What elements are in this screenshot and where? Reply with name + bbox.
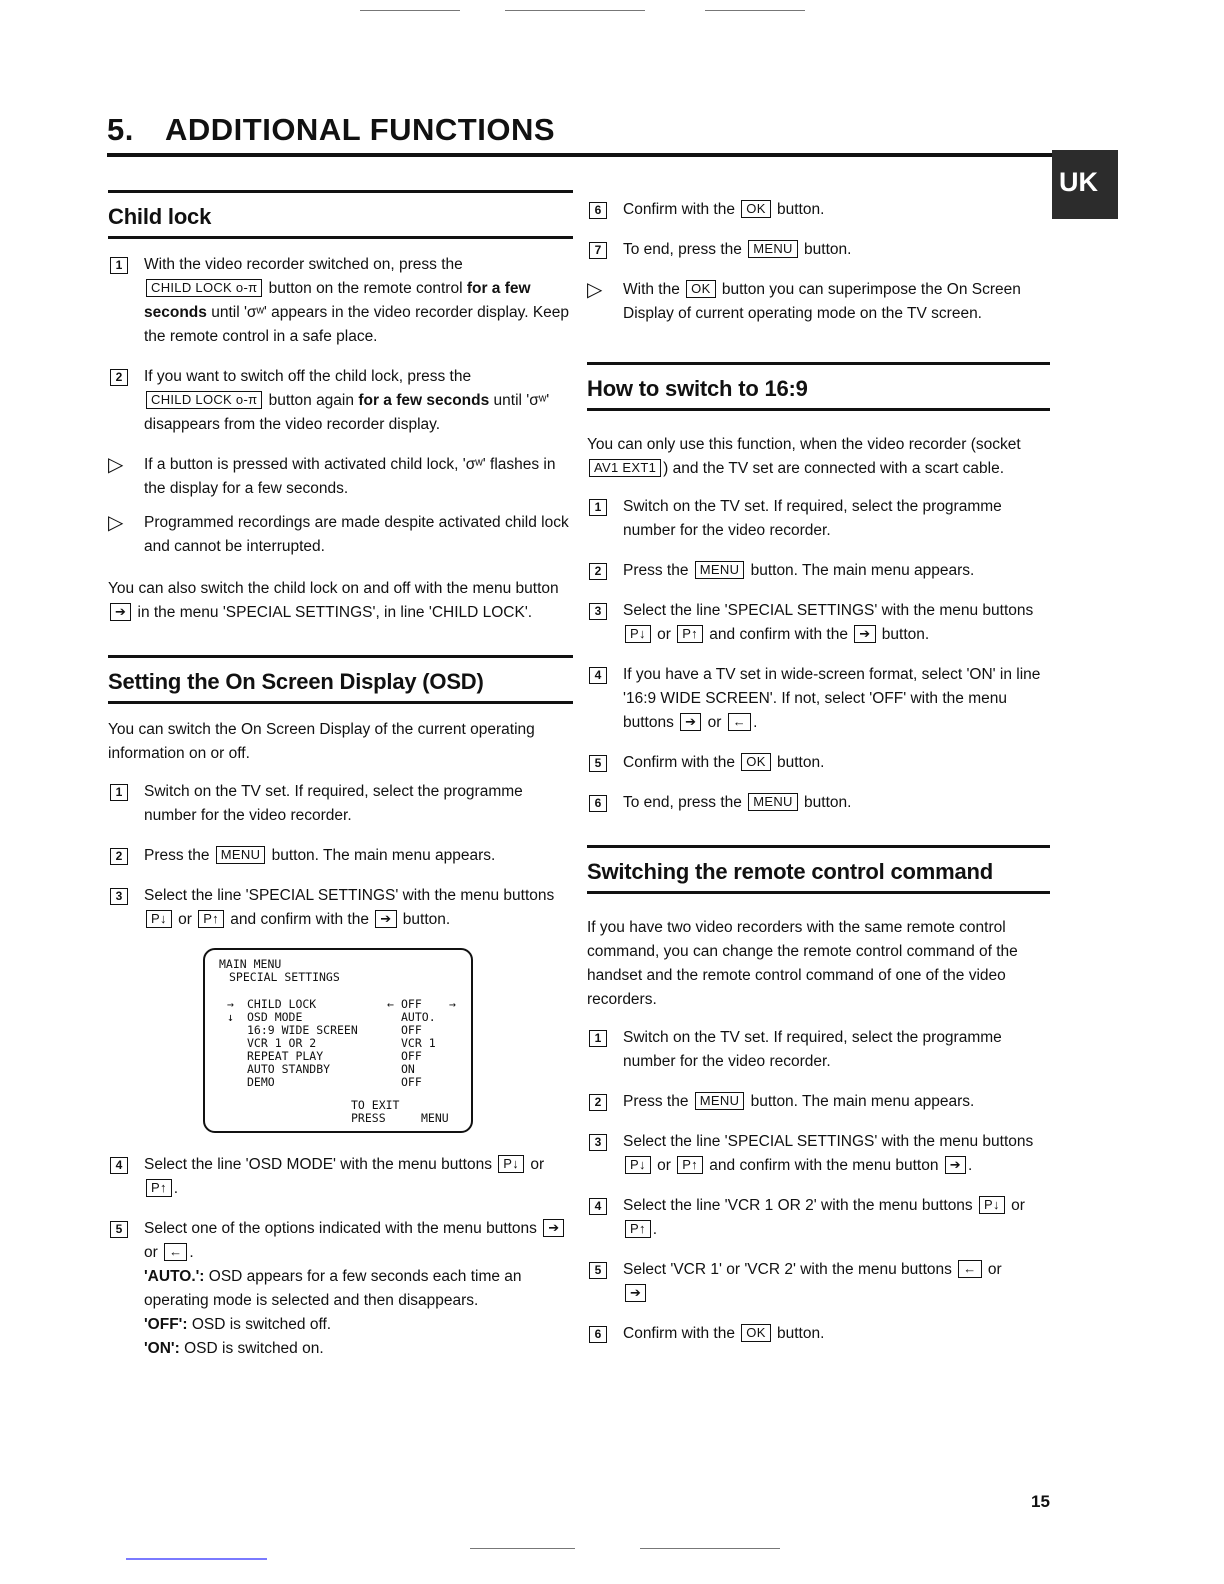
step-number: 4 (110, 1157, 128, 1174)
child-lock-note-1: ▷ If a button is pressed with activated child lock, 'σʷ' flashes in the display for a few seconds. (108, 454, 556, 497)
p-down-key: P↓ (625, 1156, 651, 1174)
menu-key: MENU (748, 240, 797, 258)
remote-intro: If you have two video recorders with the same remote control command, you can change the remote control command of the handset and the remote control command of one of the video recorders. (587, 919, 1018, 1008)
switch-16-9-step-1: 1 Switch on the TV set. If required, select the programme number for the video recorder. (587, 495, 1050, 543)
step-number: 5 (589, 1262, 607, 1279)
step-number: 6 (589, 202, 607, 219)
osd-menu-heading: MAIN MENU (219, 957, 282, 971)
chapter-number: 5. (107, 112, 134, 147)
menu-right-key: ➔ (854, 625, 875, 643)
osd-step-6: 6 Confirm with the OK button. (587, 198, 1050, 222)
menu-key: MENU (695, 561, 744, 579)
section-title-child-lock: Child lock (108, 190, 573, 239)
step-number: 1 (589, 1030, 607, 1047)
menu-right-key: ➔ (110, 603, 131, 621)
section-title-16-9: How to switch to 16:9 (587, 362, 1050, 411)
switch-16-9-step-4: 4 If you have a TV set in wide-screen format, select 'ON' in line '16:9 WIDE SCREEN'. If not, select 'OFF' with the menu buttons ➔ or ← . (587, 663, 1050, 735)
osd-intro: You can switch the On Screen Display of the current operating information on or off. (108, 721, 535, 762)
step-number: 4 (589, 1198, 607, 1215)
step-number: 3 (110, 888, 128, 905)
step-number: 3 (589, 603, 607, 620)
menu-key: MENU (695, 1092, 744, 1110)
osd-step-1: 1 Switch on the TV set. If required, select the programme number for the video recorder. (108, 780, 573, 828)
step-number: 2 (110, 369, 128, 386)
p-up-key: P↑ (677, 1156, 703, 1174)
menu-right-key: ➔ (625, 1284, 646, 1302)
ok-key: OK (741, 1324, 770, 1342)
footer-underline (126, 1558, 267, 1560)
osd-note: ▷ With the OK button you can superimpose the On Screen Display of current operating mode on the TV screen. (587, 279, 1021, 322)
step-number: 7 (589, 242, 607, 259)
title-rule (107, 153, 1060, 157)
p-down-key: P↓ (146, 910, 172, 928)
osd-menu-rows (219, 998, 461, 1089)
chapter-title: ADDITIONAL FUNCTIONS (165, 112, 556, 147)
section-title-osd: Setting the On Screen Display (OSD) (108, 655, 573, 704)
p-down-key: P↓ (498, 1155, 524, 1173)
p-up-key: P↑ (625, 1220, 651, 1238)
ok-key: OK (741, 200, 770, 218)
section-title-remote-command: Switching the remote control command (587, 845, 1050, 894)
switch-16-9-step-2: 2 Press the MENU button. The main menu appears. (587, 559, 1050, 583)
osd-menu-row: VCR 1 OR 2 VCR 1 (247, 1036, 436, 1050)
osd-step-7: 7 To end, press the MENU button. (587, 238, 1050, 262)
menu-right-key: ➔ (375, 910, 396, 928)
switch-16-9-step-5: 5 Confirm with the OK button. (587, 751, 1050, 775)
step-number: 1 (110, 784, 128, 801)
remote-step-3: 3 Select the line 'SPECIAL SETTINGS' with the menu buttons P↓ or P↑ and confirm with the menu button ➔ . (587, 1130, 1050, 1178)
ok-key: OK (686, 280, 715, 298)
step-number: 2 (589, 563, 607, 580)
scan-artifact (505, 10, 645, 11)
osd-step-5: 5 Select one of the options indicated with the menu buttons ➔ or ← . 'AUTO.': OSD appears for a few seconds each time an operating mode is selected and then disappears. 'OFF': OSD is switched off. 'ON': OSD is switched on. (108, 1217, 573, 1361)
p-up-key: P↑ (677, 625, 703, 643)
scan-artifact (360, 10, 460, 11)
child-lock-note-2: ▷ Programmed recordings are made despite activated child lock and cannot be interrupted. (108, 512, 569, 555)
menu-left-key: ← (728, 713, 751, 731)
p-down-key: P↓ (979, 1196, 1005, 1214)
switch-16-9-step-3: 3 Select the line 'SPECIAL SETTINGS' with the menu buttons P↓ or P↑ and confirm with the ➔ button. (587, 599, 1050, 647)
step-number: 2 (110, 848, 128, 865)
child-lock-menu-info: You can also switch the child lock on and off with the menu button ➔ in the menu 'SPECIAL SETTINGS', in line 'CHILD LOCK'. (108, 580, 559, 621)
scan-artifact (470, 1548, 575, 1549)
scan-artifact (640, 1548, 780, 1549)
osd-menu-row: ↓ OSD MODE AUTO. (227, 1010, 436, 1024)
osd-menu-row: 16:9 WIDE SCREEN OFF (247, 1023, 422, 1037)
remote-step-4: 4 Select the line 'VCR 1 OR 2' with the menu buttons P↓ or P↑ . (587, 1194, 1050, 1242)
note-arrow-icon: ▷ (587, 279, 603, 301)
menu-key: MENU (748, 793, 797, 811)
av1-socket-key: AV1 EXT1 (589, 459, 661, 477)
osd-menu-screen (203, 948, 473, 1133)
menu-right-key: ➔ (543, 1219, 564, 1237)
osd-step-3: 3 Select the line 'SPECIAL SETTINGS' with the menu buttons P↓ or P↑ and confirm with the ➔ button. (108, 884, 573, 932)
step-number: 3 (589, 1134, 607, 1151)
menu-left-key: ← (164, 1243, 187, 1261)
step-number: 6 (589, 1326, 607, 1343)
step-number: 5 (589, 755, 607, 772)
remote-step-6: 6 Confirm with the OK button. (587, 1322, 1050, 1346)
step-number: 1 (110, 257, 128, 274)
p-up-key: P↑ (198, 910, 224, 928)
note-arrow-icon: ▷ (108, 454, 124, 476)
osd-step-2: 2 Press the MENU button. The main menu appears. (108, 844, 573, 868)
child-lock-key: CHILD LOCK o-π (146, 391, 262, 409)
note-arrow-icon: ▷ (108, 512, 124, 534)
menu-right-key: ➔ (945, 1156, 966, 1174)
p-up-key: P↑ (146, 1179, 172, 1197)
step-number: 4 (589, 667, 607, 684)
language-badge: UK (1052, 150, 1118, 219)
osd-menu-row: DEMO OFF (247, 1075, 422, 1089)
osd-menu-row: → CHILD LOCK ← OFF → (227, 997, 456, 1011)
step-number: 1 (589, 499, 607, 516)
remote-step-1: 1 Switch on the TV set. If required, select the programme number for the video recorder. (587, 1026, 1050, 1074)
osd-step-4: 4 Select the line 'OSD MODE' with the menu buttons P↓ or P↑ . (108, 1153, 573, 1201)
child-lock-step-2: 2 If you want to switch off the child lock, press the CHILD LOCK o-π button again for a few seconds until 'σʷ' disappears from the video recorder display. (108, 365, 573, 437)
ok-key: OK (741, 753, 770, 771)
step-number: 6 (589, 795, 607, 812)
menu-left-key: ← (958, 1260, 981, 1278)
osd-menu-row: AUTO STANDBY ON (247, 1062, 415, 1076)
osd-menu-footer: TO EXIT PRESS MENU (351, 1098, 449, 1125)
remote-step-5: 5 Select 'VCR 1' or 'VCR 2' with the menu buttons ← or ➔ (587, 1258, 1050, 1306)
remote-step-2: 2 Press the MENU button. The main menu appears. (587, 1090, 1050, 1114)
menu-right-key: ➔ (680, 713, 701, 731)
step-number: 5 (110, 1221, 128, 1238)
switch-16-9-step-6: 6 To end, press the MENU button. (587, 791, 1050, 815)
switch-16-9-intro: You can only use this function, when the video recorder (socket AV1 EXT1 ) and the TV set are connected with a scart cable. (587, 436, 1021, 477)
osd-menu-subheading: SPECIAL SETTINGS (229, 970, 340, 984)
child-lock-step-1: 1 With the video recorder switched on, press the CHILD LOCK o-π button on the remote control for a few seconds until 'σʷ' appears in the video recorder display. Keep the remote control in a safe place. (108, 253, 573, 349)
child-lock-key: CHILD LOCK o-π (146, 279, 262, 297)
menu-key: MENU (216, 846, 265, 864)
page-title (107, 112, 555, 148)
p-down-key: P↓ (625, 625, 651, 643)
page-number: 15 (1031, 1492, 1050, 1511)
left-column (108, 190, 573, 1377)
step-number: 2 (589, 1094, 607, 1111)
right-column (587, 190, 1050, 1362)
osd-menu-row: REPEAT PLAY OFF (247, 1049, 422, 1063)
scan-artifact (705, 10, 805, 11)
